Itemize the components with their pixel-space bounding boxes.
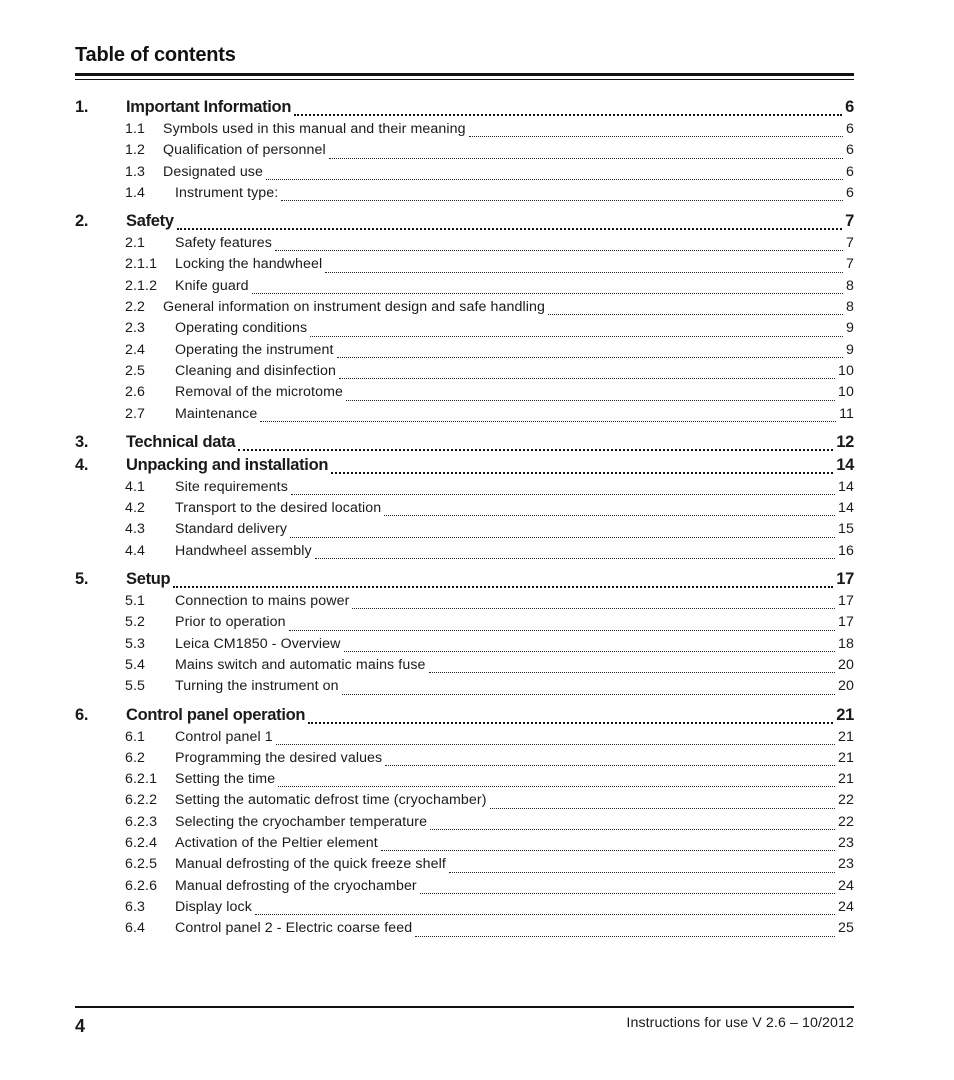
toc-dot-leader (429, 657, 836, 678)
toc-dot-leader (381, 835, 835, 856)
toc-subsection-entry[interactable] (75, 792, 854, 813)
toc-entry-number: 5.1 (125, 593, 146, 610)
toc-dot-leader (294, 98, 842, 121)
toc-entry-title: Leica CM1850 - Overview (175, 635, 341, 652)
toc-entry-title: Programming the desired values (175, 749, 383, 766)
toc-subsection-entry[interactable] (75, 500, 854, 521)
toc-entry-page: 24 (838, 877, 854, 894)
toc-entry-title: Activation of the Peltier element (175, 835, 378, 852)
toc-entry-title: Setting the automatic defrost time (cryochamber) (175, 792, 487, 809)
toc-subsection-entry[interactable] (75, 614, 854, 635)
toc-entry-number: 4.1 (125, 478, 146, 495)
toc-entry-page: 23 (838, 835, 854, 852)
toc-entry-title: Operating the instrument (175, 341, 334, 358)
toc-entry-title: Symbols used in this manual and their meaning (163, 121, 466, 137)
toc-entry-page: 14 (838, 478, 854, 495)
toc-subsection-entry[interactable] (75, 636, 854, 657)
toc-entry-number: 6.2.6 (125, 877, 158, 894)
toc-subsection-entry[interactable] (75, 543, 854, 564)
toc-entry-title: Safety features (175, 235, 272, 252)
page-title: Table of contents (75, 44, 236, 66)
toc-entry-number: 5.4 (125, 656, 146, 673)
toc-subsection-entry[interactable] (75, 121, 854, 142)
toc-dot-leader (291, 479, 835, 500)
toc-dot-leader (276, 729, 835, 750)
toc-dot-leader (325, 256, 843, 277)
toc-entry-page: 9 (846, 341, 854, 358)
toc-entry-number: 5.2 (125, 614, 146, 631)
toc-dot-leader (430, 814, 835, 835)
toc-subsection-entry[interactable] (75, 814, 854, 835)
toc-dot-leader (420, 878, 835, 899)
toc-entry-title: Locking the handwheel (175, 256, 323, 273)
toc-subsection-entry[interactable] (75, 521, 854, 542)
toc-entry-page: 8 (846, 299, 854, 316)
toc-dot-leader (290, 521, 835, 542)
toc-dot-leader (308, 706, 833, 729)
toc-entry-number: 1.3 (125, 163, 146, 180)
toc-dot-leader (449, 856, 835, 877)
toc-subsection-entry[interactable] (75, 856, 854, 877)
toc-section-entry[interactable] (75, 706, 854, 729)
toc-entry-title: Removal of the microtome (175, 384, 343, 401)
toc-entry-number: 6. (75, 705, 89, 724)
toc-entry-page: 7 (846, 256, 854, 273)
toc-entry-title: Site requirements (175, 478, 288, 495)
toc-entry-number: 1.4 (125, 184, 146, 201)
toc-dot-leader (329, 142, 843, 163)
toc-entry-title: Knife guard (175, 277, 249, 294)
toc-entry-page: 18 (838, 635, 854, 652)
toc-dot-leader (469, 121, 843, 142)
toc-subsection-entry[interactable] (75, 278, 854, 299)
toc-entry-page: 23 (838, 856, 854, 873)
toc-entry-number: 2. (75, 212, 89, 231)
toc-entry-title: Manual defrosting of the cryochamber (175, 877, 417, 894)
toc-section-entry[interactable] (75, 433, 854, 456)
toc-entry-page: 20 (838, 678, 854, 695)
toc-entry-page: 6 (846, 163, 854, 180)
toc-entry-title: Connection to mains power (175, 593, 350, 610)
toc-entry-number: 2.7 (125, 405, 146, 422)
toc-entry-page: 6 (846, 121, 854, 137)
toc-entry-title: Technical data (126, 432, 236, 451)
toc-entry-number: 4.4 (125, 542, 146, 559)
toc-entry-page: 21 (838, 728, 854, 745)
toc-subsection-entry[interactable] (75, 657, 854, 678)
toc-entry-page: 15 (838, 521, 854, 538)
toc-entry-page: 6 (846, 184, 854, 201)
toc-subsection-entry[interactable] (75, 256, 854, 277)
toc-dot-leader (415, 920, 835, 941)
footer-rule (75, 1006, 854, 1008)
toc-entry-number: 6.1 (125, 728, 146, 745)
toc-entry-title: Maintenance (175, 405, 258, 422)
toc-dot-leader (281, 185, 843, 206)
toc-entry-page: 24 (838, 898, 854, 915)
toc-entry-number: 5.3 (125, 635, 146, 652)
toc-entry-title: Control panel 2 - Electric coarse feed (175, 920, 413, 937)
toc-subsection-entry[interactable] (75, 835, 854, 856)
toc-subsection-entry[interactable] (75, 771, 854, 792)
toc-dot-leader (385, 750, 835, 771)
header-rule-thick (75, 73, 854, 76)
toc-section-entry[interactable] (75, 98, 854, 121)
toc-subsection-entry[interactable] (75, 920, 854, 941)
toc-entry-page: 7 (845, 212, 854, 231)
toc-subsection-entry[interactable] (75, 363, 854, 384)
toc-entry-title: Mains switch and automatic mains fuse (175, 656, 426, 673)
toc-entry-page: 22 (838, 792, 854, 809)
toc-entry-title: Setting the time (175, 771, 276, 788)
toc-entry-title: Handwheel assembly (175, 542, 312, 559)
toc-dot-leader (548, 299, 843, 320)
toc-entry-title: Standard delivery (175, 521, 288, 538)
toc-subsection-entry[interactable] (75, 235, 854, 256)
toc-entry-number: 5.5 (125, 678, 146, 695)
toc-entry-number: 4. (75, 455, 89, 474)
toc-dot-leader (252, 278, 843, 299)
toc-section-entry[interactable] (75, 456, 854, 479)
toc-entry-title: Qualification of personnel (163, 142, 326, 159)
toc-subsection-entry[interactable] (75, 384, 854, 405)
toc-entry-number: 6.2.5 (125, 856, 158, 873)
toc-dot-leader (342, 678, 835, 699)
toc-entry-title: Designated use (163, 163, 263, 180)
toc-entry-page: 25 (838, 920, 854, 937)
toc-dot-leader (490, 792, 835, 813)
header-rule-thin (75, 79, 854, 80)
toc-dot-leader (289, 614, 835, 635)
toc-dot-leader (339, 363, 835, 384)
toc-dot-leader (344, 636, 835, 657)
toc-dot-leader (310, 320, 843, 341)
toc-entry-title: Setup (126, 570, 171, 589)
toc-entry-page: 21 (836, 705, 854, 724)
toc-section-entry[interactable] (75, 212, 854, 235)
toc-entry-number: 2.5 (125, 362, 146, 379)
toc-dot-leader (315, 543, 835, 564)
footer-page-number: 4 (75, 1016, 86, 1036)
toc-subsection-entry[interactable] (75, 299, 854, 320)
toc-subsection-entry[interactable] (75, 185, 854, 206)
toc-subsection-entry[interactable] (75, 899, 854, 920)
toc-entry-title: General information on instrument design and safe handling (163, 299, 546, 316)
toc-entry-number: 1.1 (125, 121, 146, 137)
toc-entry-number: 4.3 (125, 521, 146, 538)
toc-subsection-entry[interactable] (75, 320, 854, 341)
toc-subsection-entry[interactable] (75, 164, 854, 185)
toc-subsection-entry[interactable] (75, 729, 854, 750)
toc-entry-page: 21 (838, 771, 854, 788)
toc-entry-number: 2.1.1 (125, 256, 158, 273)
toc-entry-page: 12 (836, 432, 854, 451)
toc-entry-title: Unpacking and installation (126, 455, 329, 474)
toc-entry-number: 6.3 (125, 898, 146, 915)
toc-dot-leader (384, 500, 835, 521)
toc-entry-page: 16 (838, 542, 854, 559)
toc-entry-title: Manual defrosting of the quick freeze shelf (175, 856, 446, 873)
toc-subsection-entry[interactable] (75, 593, 854, 614)
toc-entry-number: 3. (75, 432, 89, 451)
toc-dot-leader (337, 342, 843, 363)
toc-entry-page: 22 (838, 813, 854, 830)
toc-subsection-entry[interactable] (75, 479, 854, 500)
table-of-contents (75, 98, 854, 942)
toc-entry-page: 10 (838, 362, 854, 379)
toc-entry-page: 11 (839, 405, 854, 422)
toc-entry-title: Cleaning and disinfection (175, 362, 337, 379)
toc-entry-title: Control panel 1 (175, 728, 273, 745)
toc-subsection-entry[interactable] (75, 342, 854, 363)
toc-entry-number: 4.2 (125, 500, 146, 517)
toc-entry-page: 6 (845, 98, 854, 116)
toc-entry-number: 6.2 (125, 749, 146, 766)
toc-entry-page: 8 (846, 277, 854, 294)
toc-entry-page: 17 (836, 570, 854, 589)
toc-dot-leader (177, 212, 842, 235)
toc-dot-leader (255, 899, 835, 920)
toc-entry-page: 9 (846, 320, 854, 337)
toc-dot-leader (238, 433, 833, 456)
toc-entry-title: Turning the instrument on (175, 678, 339, 695)
toc-entry-number: 2.4 (125, 341, 146, 358)
toc-entry-page: 10 (838, 384, 854, 401)
toc-entry-page: 6 (846, 142, 854, 159)
toc-dot-leader (260, 406, 836, 427)
toc-subsection-entry[interactable] (75, 878, 854, 899)
toc-subsection-entry[interactable] (75, 678, 854, 699)
toc-entry-number: 6.2.2 (125, 792, 158, 809)
toc-entry-title: Instrument type: (175, 184, 279, 201)
toc-dot-leader (331, 456, 833, 479)
toc-entry-title: Safety (126, 212, 174, 231)
toc-entry-title: Important Information (126, 98, 292, 116)
toc-entry-title: Selecting the cryochamber temperature (175, 813, 428, 830)
toc-entry-number: 6.4 (125, 920, 146, 937)
toc-entry-title: Display lock (175, 898, 252, 915)
toc-entry-title: Prior to operation (175, 614, 286, 631)
toc-entry-page: 20 (838, 656, 854, 673)
toc-entry-number: 2.1.2 (125, 277, 158, 294)
toc-entry-number: 1.2 (125, 142, 146, 159)
toc-entry-number: 6.2.3 (125, 813, 158, 830)
toc-entry-number: 2.3 (125, 320, 146, 337)
toc-entry-page: 14 (838, 500, 854, 517)
toc-dot-leader (266, 164, 843, 185)
toc-entry-title: Control panel operation (126, 705, 306, 724)
toc-subsection-entry[interactable] (75, 406, 854, 427)
toc-section-entry[interactable] (75, 570, 854, 593)
toc-entry-page: 14 (836, 455, 854, 474)
toc-entry-page: 21 (838, 749, 854, 766)
toc-entry-number: 2.2 (125, 299, 146, 316)
toc-dot-leader (352, 593, 835, 614)
toc-subsection-entry[interactable] (75, 750, 854, 771)
toc-entry-title: Operating conditions (175, 320, 308, 337)
toc-entry-number: 6.2.1 (125, 771, 158, 788)
toc-dot-leader (278, 771, 835, 792)
toc-dot-leader (173, 570, 833, 593)
toc-entry-number: 5. (75, 570, 89, 589)
toc-entry-title: Transport to the desired location (175, 500, 382, 517)
footer-document-info: Instructions for use V 2.6 – 10/2012 (626, 1015, 854, 1031)
toc-entry-number: 2.1 (125, 235, 146, 252)
toc-dot-leader (346, 384, 835, 405)
toc-entry-number: 1. (75, 98, 89, 116)
toc-entry-page: 17 (838, 614, 854, 631)
toc-entry-number: 2.6 (125, 384, 146, 401)
toc-entry-page: 7 (846, 235, 854, 252)
toc-subsection-entry[interactable] (75, 142, 854, 163)
toc-entry-page: 17 (838, 593, 854, 610)
toc-dot-leader (275, 235, 843, 256)
toc-entry-number: 6.2.4 (125, 835, 158, 852)
